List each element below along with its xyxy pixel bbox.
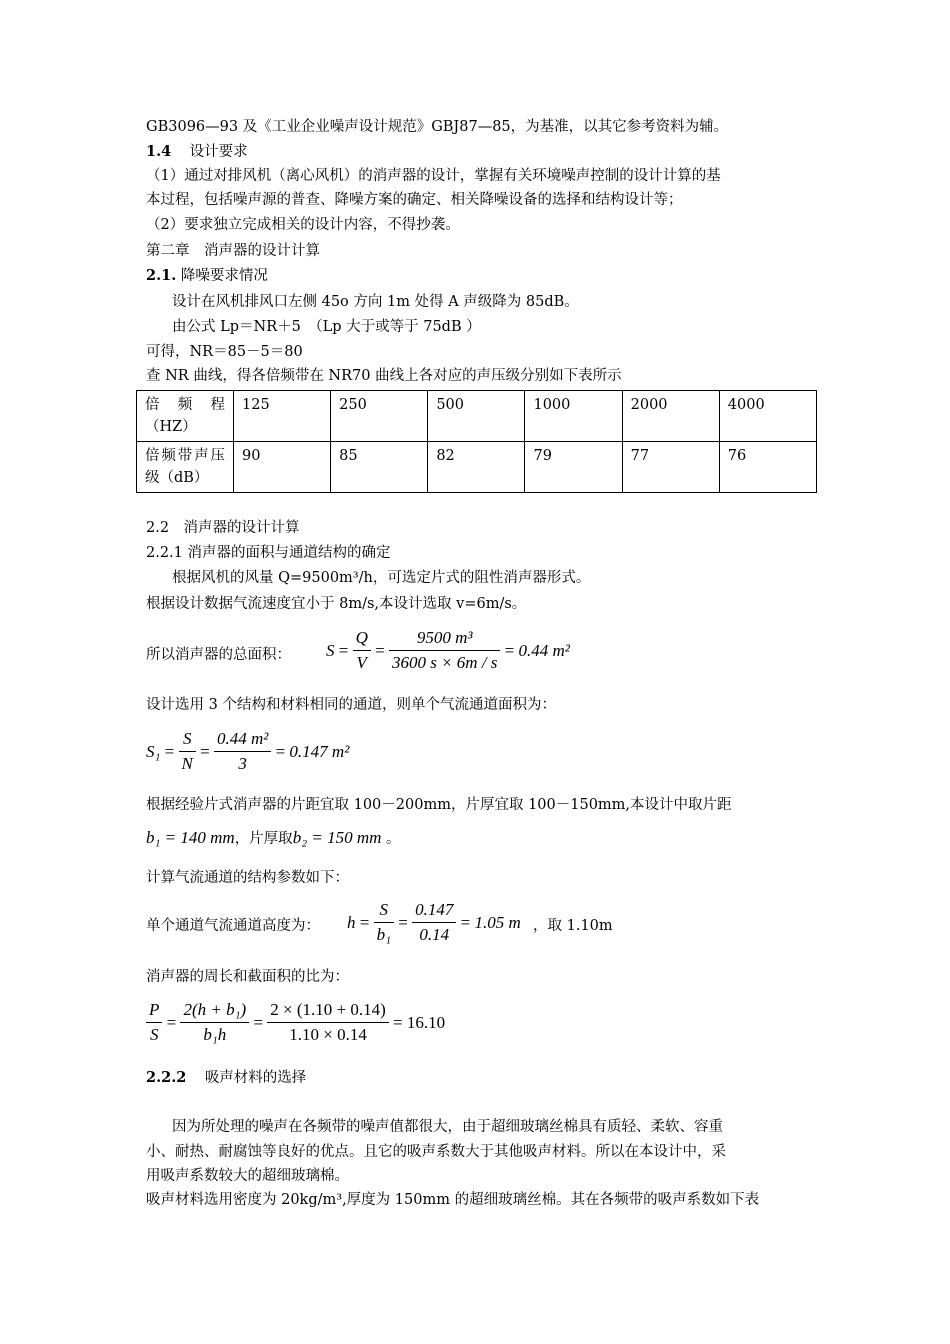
- text-span: 。: [385, 831, 401, 847]
- table-cell: 1000: [525, 391, 622, 442]
- table-row: [137, 391, 817, 442]
- text-line: 由公式 Lp＝NR＋5 （Lp 大于或等于 75dB ）: [172, 319, 481, 335]
- heading-number: 2.1.: [146, 267, 177, 284]
- eq-lhs: S: [326, 640, 335, 660]
- section-heading-2-2-1: 2.2.1 消声器的面积与通道结构的确定: [146, 545, 391, 561]
- heading-title: 吸声材料的选择: [204, 1070, 307, 1086]
- eq-inline: b₂ = 150 mm: [292, 828, 382, 847]
- table-row: [137, 442, 817, 493]
- equation-channel-area: S₁ = $\frac{S}{N}$ = $\frac{\text{0.44 m²}}{3}$ = 0.147 m²: [146, 729, 350, 773]
- table-cell: 77: [622, 442, 719, 493]
- table-cell: 125: [234, 391, 331, 442]
- text-line: 设计选用 3 个结构和材料相同的通道，则单个气流通道面积为：: [146, 697, 556, 713]
- text-line: 因为所处理的噪声在各频带的噪声值都很大，由于超细玻璃丝棉具有质轻、柔软、容重: [172, 1119, 723, 1135]
- chapter-heading: 第二章 消声器的设计计算: [146, 243, 320, 259]
- eq-fraction: $\frac{S}{N}$: [179, 729, 196, 774]
- text-line: 设计在风机排风口左侧 45o 方向 1m 处得 A 声级降为 85dB。: [172, 294, 579, 310]
- table-cell: 500: [428, 391, 525, 442]
- text-line: 根据经验片式消声器的片距宜取 100－200mm，片厚宜取 100－150mm,本设计中取片距: [146, 797, 732, 813]
- equation-label: 所以消声器的总面积：: [146, 647, 291, 663]
- text-line: 可得，NR＝85－5＝80: [146, 344, 303, 360]
- table-row-header: 倍 频 程（HZ）: [137, 391, 234, 442]
- eq-lhs: S₁: [146, 741, 161, 761]
- table-cell: 82: [428, 442, 525, 493]
- eq-rhs: 16.10: [406, 1012, 446, 1032]
- heading-number: 1.4: [146, 143, 172, 160]
- text-line: 吸声材料选用密度为 20kg/m³,厚度为 150mm 的超细玻璃丝棉。其在各频带的吸声系数如下表: [146, 1192, 760, 1208]
- eq-fraction: $\frac{\text{0.44 m²}}{3}$: [214, 729, 271, 774]
- table-cell: 85: [331, 442, 428, 493]
- section-heading-2-1: [146, 266, 268, 286]
- eq-fraction: $\frac{\text{2(h + b₁)}}{\text{b₁h}}$: [180, 1000, 249, 1045]
- section-heading-2-2: 2.2 消声器的设计计算: [146, 520, 300, 536]
- text-span: ，片厚取: [234, 831, 293, 847]
- table-row-header: 倍频带声压级（dB）: [137, 442, 234, 493]
- eq-fraction: $\frac{Q}{V}$: [353, 628, 371, 673]
- eq-inline: b₁ = 140 mm: [146, 828, 235, 847]
- eq-rhs: 0.44 m²: [518, 640, 570, 660]
- table-cell: 4000: [719, 391, 816, 442]
- text-line: 计算气流通道的结构参数如下：: [146, 870, 349, 886]
- text-line: 用吸声系数较大的超细玻璃棉。: [146, 1168, 349, 1184]
- equation-channel-height: h = $\frac{S}{\text{b₁}}$ = $\frac{0.147}{0.14}$ = 1.05 m: [347, 900, 521, 944]
- eq-rhs: 1.05 m: [474, 912, 521, 932]
- sound-level-table: [136, 390, 817, 493]
- text-line: 查 NR 曲线，得各倍频带在 NR70 曲线上各对应的声压级分别如下表所示: [146, 368, 622, 384]
- eq-fraction: $\frac{\text{9500 m³}}{3600 s \times 6m / s}$: [389, 628, 500, 673]
- table-cell: 76: [719, 442, 816, 493]
- heading-title: 设计要求: [189, 144, 248, 160]
- heading-title: 降噪要求情况: [180, 268, 268, 284]
- table-cell: 79: [525, 442, 622, 493]
- text-line: ，取 1.10m: [533, 918, 613, 934]
- eq-lhs: h: [347, 912, 356, 932]
- text-line: 根据风机的风量 Q=9500m³/h，可选定片式的阻性消声器形式。: [172, 570, 591, 586]
- eq-rhs: 0.147 m²: [289, 741, 350, 761]
- text-line: 本过程，包括噪声源的普查、降噪方案的确定、相关降噪设备的选择和结构设计等；: [146, 192, 683, 208]
- eq-fraction: $\frac{0.147}{0.14}$: [412, 900, 456, 945]
- heading-number: 2.2.2: [146, 1069, 187, 1086]
- equation-label: 单个通道气流通道高度为：: [146, 918, 320, 934]
- text-line: 消声器的周长和截面积的比为：: [146, 969, 349, 985]
- text-line: 小、耐热、耐腐蚀等良好的优点。且它的吸声系数大于其他吸声材料。所以在本设计中，采: [146, 1144, 726, 1160]
- text-line: （2）要求独立完成相关的设计内容，不得抄袭。: [146, 217, 460, 233]
- section-heading-2-2-2: [146, 1068, 306, 1088]
- table-cell: 90: [234, 442, 331, 493]
- eq-fraction: $\frac{2 \times (1.10 + 0.14)}{1.10 \times 0.14}$: [267, 1000, 389, 1045]
- eq-fraction: $\frac{S}{\text{b₁}}$: [374, 900, 394, 945]
- eq-fraction: $\frac{P}{S}$: [146, 1000, 162, 1045]
- equation-total-area: S = $\frac{Q}{V}$ = $\frac{\text{9500 m³}}{3600 s \times 6m / s}$ = 0.44 m²: [326, 628, 570, 672]
- text-line: GB3096—93 及《工业企业噪声设计规范》GBJ87—85，为基准，以其它参考资料为辅。: [146, 119, 729, 135]
- section-heading-1-4: [146, 142, 248, 162]
- table-cell: 250: [331, 391, 428, 442]
- equation-perimeter-ratio: $\frac{P}{S}$ = $\frac{\text{2(h + b₁)}}{\text{b₁h}}$ = $\frac{2 \times (1.10 + 0.14)}{1.10 \times 0.14}$ = 16.10: [146, 1000, 445, 1045]
- text-line-with-math: [146, 828, 400, 849]
- text-line: 根据设计数据气流速度宜小于 8m/s,本设计选取 v=6m/s。: [146, 596, 527, 612]
- table-cell: 2000: [622, 391, 719, 442]
- text-line: （1）通过对排风机（离心风机）的消声器的设计，掌握有关环境噪声控制的设计计算的基: [146, 168, 721, 184]
